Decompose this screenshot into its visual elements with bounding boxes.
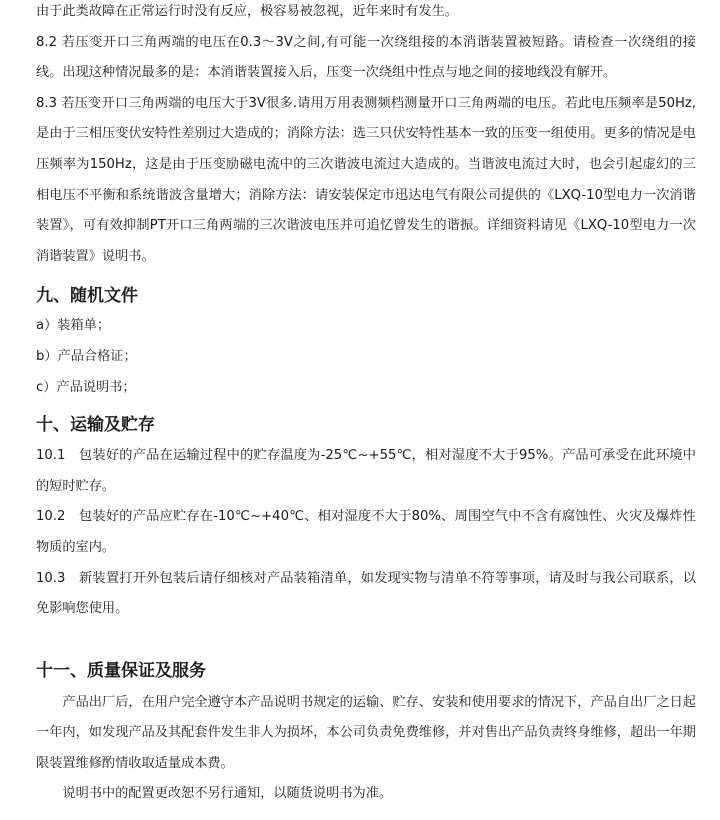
section-10-item-1: 10.1 包装好的产品在运输过程中的贮存温度为-25℃~+55℃，相对湿度不大于95%。产品可承受在此环境中的短时贮存。 [36,448,696,494]
section-9-item-b: b）产品合格证； [36,348,137,364]
section-11-paragraph-2: 说明书中的配置更改恕不另行通知，以随货说明书为准。 [62,786,393,802]
section-9-item-c: c）产品说明书； [36,379,136,395]
paragraph-8-2: 8.2 若压变开口三角两端的电压在0.3～3V之间,有可能一次绕组接的本消谐装置被短路。请检查一次绕组的接线。出现这种情况最多的是：本消谐装置接入后，压变一次绕组中性点与地之间的接地线没有解开。 [36,34,696,81]
section-11-heading: 十一、质量保证及服务 [36,660,206,681]
section-10-heading: 十、运输及贮存 [36,415,155,436]
section-10-item-2: 10.2 包装好的产品应贮存在-10℃~+40℃、相对湿度不大于80%、周围空气中不含有腐蚀性、火灾及爆炸性物质的室内。 [36,509,696,555]
section-9-heading: 九、随机文件 [36,286,138,307]
intro-line: 由于此类故障在正常运行时没有反应，极容易被忽视，近年来时有发生。 [36,4,458,19]
paragraph-8-3: 8.3 若压变开口三角两端的电压大于3V很多.请用万用表测频档测量开口三角两端的电压。若此电压频率是50Hz,是由于三相压变伏安特性差别过大造成的；消除方法：选三只伏安特性基本一致的压变一组使用。更多的情况是电压频率为150Hz，这是由于压变励磁电流中的三次谐波电流过大造成的。当谐波电流过大时，也会引起虚幻的三相电压不平衡和系统谐波含量增大；消除方法：请安装保定市迅达电气有限公司提供的《LXQ-10型电力一次消谐装置》，可有效抑制PT开口三角两端的三次谐波电压并可追忆曾发生的谐振。详细资料请见《LXQ-10型电力一次消谐装置》说明书。 [36,95,696,264]
section-11-paragraph-1: 产品出厂后，在用户完全遵守本产品说明书规定的运输、贮存、安装和使用要求的情况下，产品自出厂之日起一年内，如发现产品及其配套件发生非人为损坏，本公司负责免费维修，并对售出产品负责终身维修，超出一年期限装置维修酌情收取适量成本费。 [36,694,696,771]
section-9-item-a: a）装箱单； [36,318,111,334]
section-10-item-3: 10.3 新装置打开外包装后请仔细核对产品装箱清单，如发现实物与清单不符等事项，请及时与我公司联系，以免影响您使用。 [36,570,696,617]
